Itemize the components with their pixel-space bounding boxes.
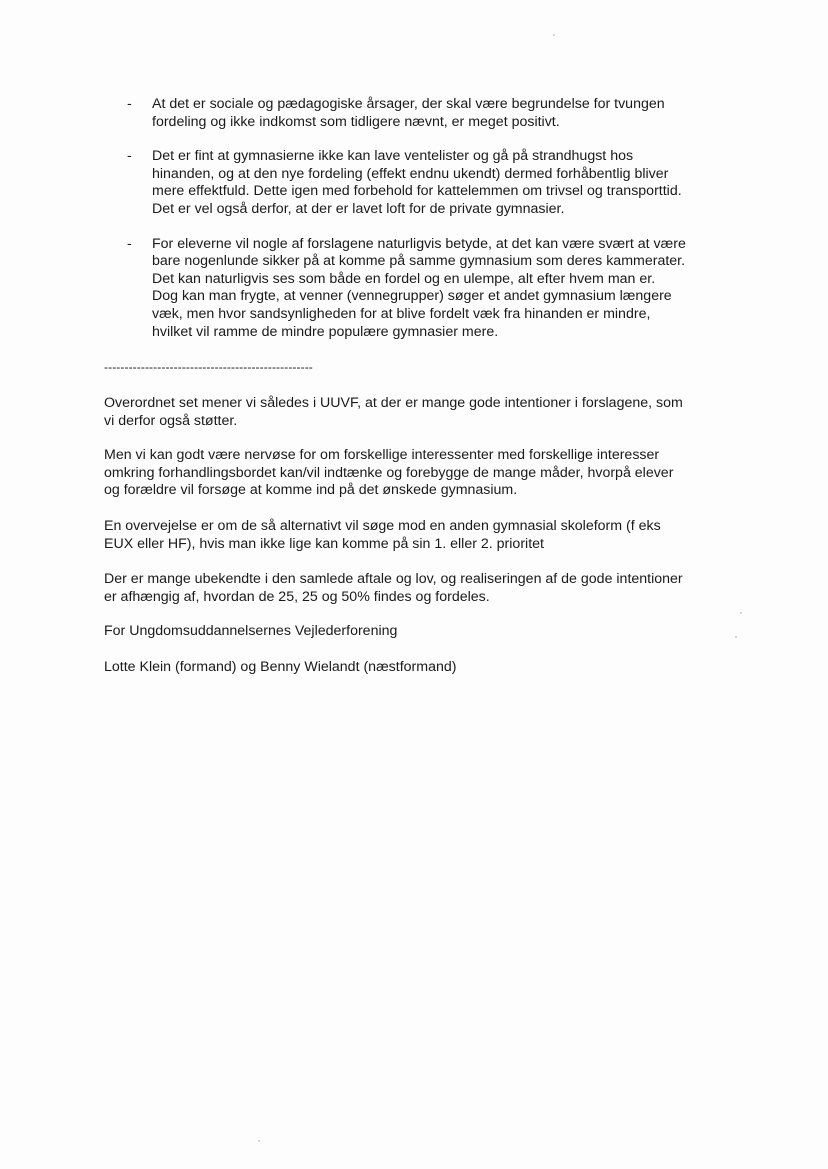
bullet-item — [104, 96, 744, 131]
bullet-item — [104, 148, 744, 218]
paragraph-overall-view: Overordnet set mener vi således i UUVF, at der er mange gode intentioner i forslagene, som vi derfor også støtter. — [104, 395, 683, 429]
signature-names: Lotte Klein (formand) og Benny Wielandt (næstformand) — [104, 659, 457, 675]
signature-organization: For Ungdomsuddannelsernes Vejlederforening — [104, 623, 398, 639]
paragraph-unknowns: Der er mange ubekendte i den samlede aftale og lov, og realiseringen af de gode intentioner er afhængig af, hvordan de 25, 25 og 50% findes og fordeles. — [104, 571, 683, 605]
bullet-text: At det er sociale og pædagogiske årsager, der skal være begrundelse for tvungen fordeling og ikke indkomst som tidligere nævnt, er meget positivt. — [152, 96, 665, 130]
scan-speck — [740, 612, 742, 614]
bullet-item — [104, 236, 744, 342]
bullet-marker: - — [127, 148, 132, 165]
scan-speck — [735, 636, 737, 638]
bullet-text: Det er fint at gymnasierne ikke kan lave ventelister og gå på strandhugst hos hinanden, og at den nye fordeling (effekt endnu ukendt) dermed forhåbentlig bliver mere effektfuld. Dette igen med forbehold for kattelemmen om trivsel og transporttid. Det er vel også derfor, at der er lavet loft for de private gymnasier. — [152, 148, 682, 217]
scan-speck — [553, 34, 555, 36]
paragraph-alternative: En overvejelse er om de så alternativt vil søge mod en anden gymnasial skoleform (f eks EUX eller HF), hvis man ikke lige kan komme på sin 1. eller 2. prioritet — [104, 518, 661, 552]
bullet-marker: - — [127, 96, 132, 112]
dashed-separator: --------------------------------------------------- — [104, 360, 313, 374]
scan-speck — [258, 1140, 260, 1142]
bullet-marker: - — [127, 235, 132, 252]
bullet-text: For eleverne vil nogle af forslagene naturligvis betyde, at det kan være svært at være bare nogenlunde sikker på at komme på samme gymnasium som deres kammerater. Det kan naturligvis ses som både en fordel og en ulempe, alt efter hvem man er. Dog kan man frygte, at venner (vennegrupper) søger et andet gymnasium længere væk, men hvor sandsynligheden for at blive fordelt væk fra hinanden er mindre, hvilket vil ramme de mindre populære gymnasier mere. — [152, 235, 686, 340]
paragraph-concerns: Men vi kan godt være nervøse for om forskellige interessenter med forskellige interesser omkring forhandlingsbordet kan/vil indtænke og forebygge de mange måder, hvorpå elever og forældre vil forsøge at komme ind på det ønskede gymnasium. — [104, 447, 674, 499]
bullet-list — [104, 96, 744, 358]
